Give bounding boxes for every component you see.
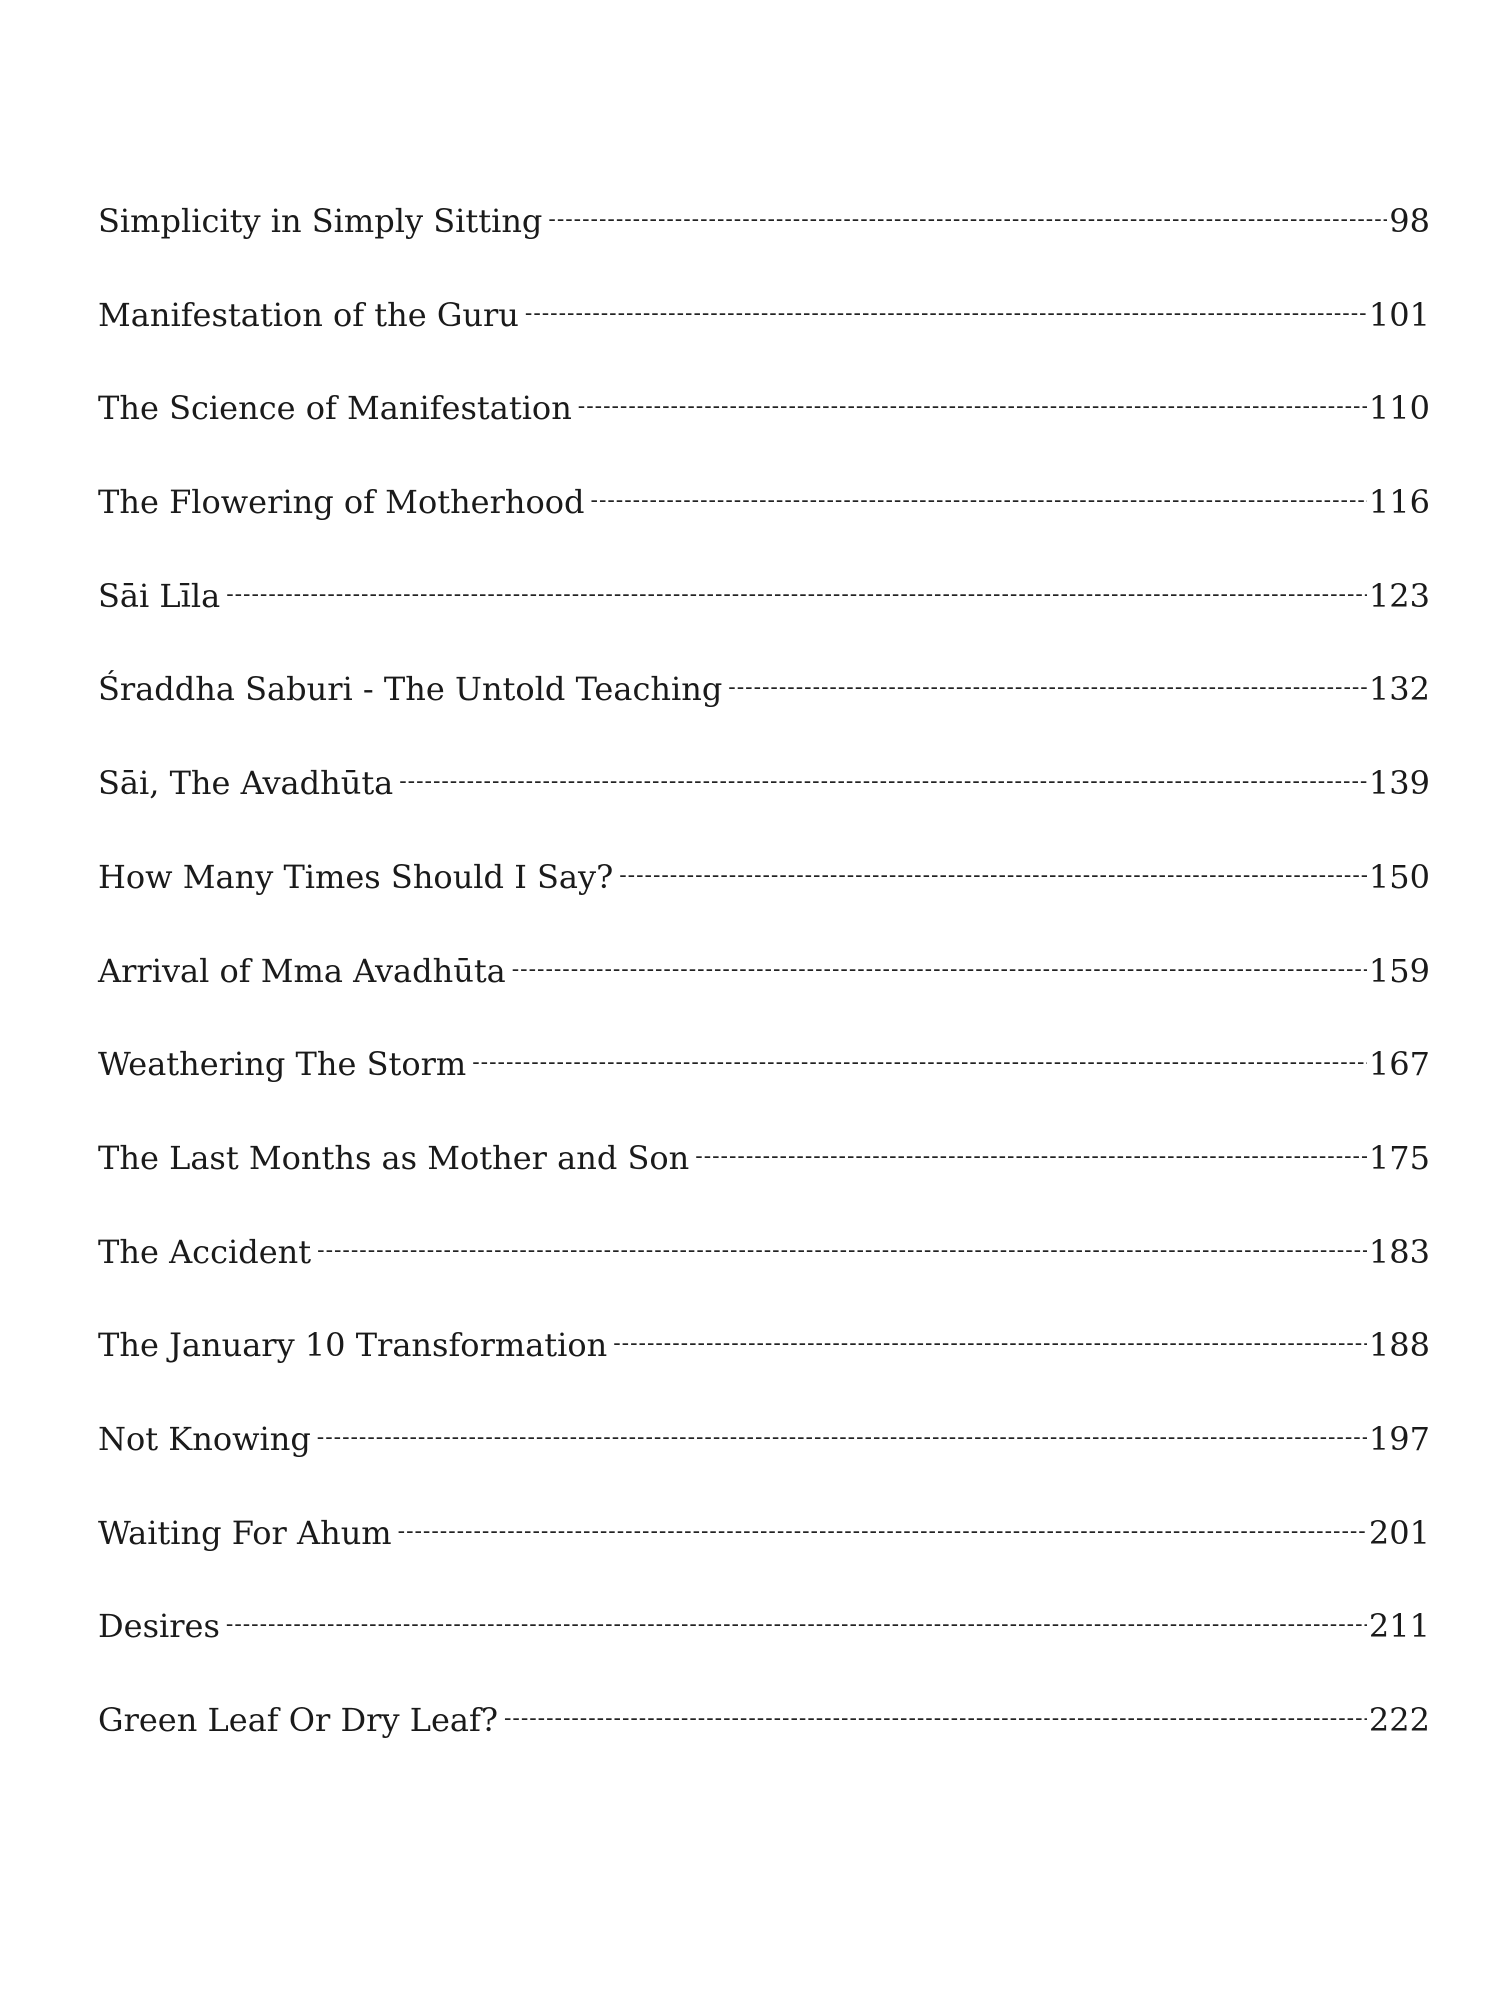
dot-leader xyxy=(619,865,1367,887)
toc-entry-title: The Flowering of Motherhood xyxy=(98,483,585,522)
toc-entry[interactable] xyxy=(98,1232,1430,1330)
toc-entry-title: Arrival of Mma Avadhūta xyxy=(98,951,506,990)
dot-leader xyxy=(472,1052,1367,1074)
toc-entry-page-number: 175 xyxy=(1368,1138,1430,1177)
toc-entry-page-number: 222 xyxy=(1368,1701,1430,1739)
toc-entry-title: Desires xyxy=(98,1607,220,1646)
toc-entry-title: The Science of Manifestation xyxy=(98,389,572,428)
dot-leader xyxy=(226,584,1367,606)
dot-leader xyxy=(317,1240,1367,1262)
toc-entry-page-number: 110 xyxy=(1368,389,1430,428)
toc-entry-title: How Many Times Should I Say? xyxy=(98,857,614,896)
dot-leader xyxy=(317,1427,1367,1449)
toc-entry-page-number: 139 xyxy=(1368,764,1430,803)
toc-entry[interactable] xyxy=(98,1326,1430,1423)
toc-entry[interactable] xyxy=(98,764,1430,861)
toc-entry-title: Not Knowing xyxy=(98,1419,311,1458)
toc-entry[interactable] xyxy=(98,576,1430,674)
toc-entry-page-number: 150 xyxy=(1368,857,1430,896)
toc-entry[interactable] xyxy=(98,1138,1430,1236)
toc-entry-title: Sāi Līla xyxy=(98,576,221,615)
toc-entry-title: Green Leaf Or Dry Leaf? xyxy=(98,1701,498,1739)
dot-leader xyxy=(578,396,1367,418)
toc-entry[interactable] xyxy=(98,202,1430,299)
dot-leader xyxy=(548,209,1387,231)
toc-entry-title: Simplicity in Simply Sitting xyxy=(98,202,543,240)
toc-entry[interactable] xyxy=(98,1607,1430,1704)
toc-entry-page-number: 167 xyxy=(1368,1045,1430,1084)
dot-leader xyxy=(695,1146,1367,1168)
table-of-contents xyxy=(98,202,1430,1798)
toc-entry-title: Manifestation of the Guru xyxy=(98,295,519,334)
dot-leader xyxy=(512,959,1367,981)
toc-entry-page-number: 98 xyxy=(1389,202,1430,240)
toc-entry[interactable] xyxy=(98,1513,1430,1611)
toc-entry[interactable] xyxy=(98,857,1430,955)
dot-leader xyxy=(591,490,1367,512)
toc-entry[interactable] xyxy=(98,670,1430,767)
toc-entry-page-number: 183 xyxy=(1368,1232,1430,1271)
toc-entry-page-number: 123 xyxy=(1368,576,1430,615)
toc-entry[interactable] xyxy=(98,1701,1430,1798)
dot-leader xyxy=(398,1521,1367,1543)
dot-leader xyxy=(613,1333,1367,1355)
toc-entry-title: Weathering The Storm xyxy=(98,1045,467,1084)
toc-entry-page-number: 211 xyxy=(1368,1607,1430,1646)
dot-leader xyxy=(226,1614,1367,1636)
dot-leader xyxy=(504,1708,1367,1730)
dot-leader xyxy=(728,677,1367,699)
toc-entry[interactable] xyxy=(98,1045,1430,1142)
toc-entry[interactable] xyxy=(98,1419,1430,1517)
toc-entry-page-number: 116 xyxy=(1368,483,1430,522)
toc-entry-title: The Last Months as Mother and Son xyxy=(98,1138,690,1177)
toc-entry-title: Śraddha Saburi - The Untold Teaching xyxy=(98,670,723,709)
toc-entry-page-number: 159 xyxy=(1368,951,1430,990)
dot-leader xyxy=(525,303,1367,325)
toc-entry-title: The Accident xyxy=(98,1232,312,1271)
toc-entry-page-number: 101 xyxy=(1368,295,1430,334)
toc-entry[interactable] xyxy=(98,389,1430,486)
dot-leader xyxy=(399,771,1367,793)
toc-entry-title: The January 10 Transformation xyxy=(98,1326,608,1365)
toc-entry-page-number: 132 xyxy=(1368,670,1430,709)
toc-entry-title: Waiting For Ahum xyxy=(98,1513,392,1552)
toc-entry-page-number: 197 xyxy=(1368,1419,1430,1458)
toc-entry-page-number: 188 xyxy=(1368,1326,1430,1365)
toc-entry[interactable] xyxy=(98,483,1430,580)
toc-entry-page-number: 201 xyxy=(1368,1513,1430,1552)
toc-entry[interactable] xyxy=(98,951,1430,1049)
toc-entry[interactable] xyxy=(98,295,1430,393)
toc-entry-title: Sāi, The Avadhūta xyxy=(98,764,394,803)
